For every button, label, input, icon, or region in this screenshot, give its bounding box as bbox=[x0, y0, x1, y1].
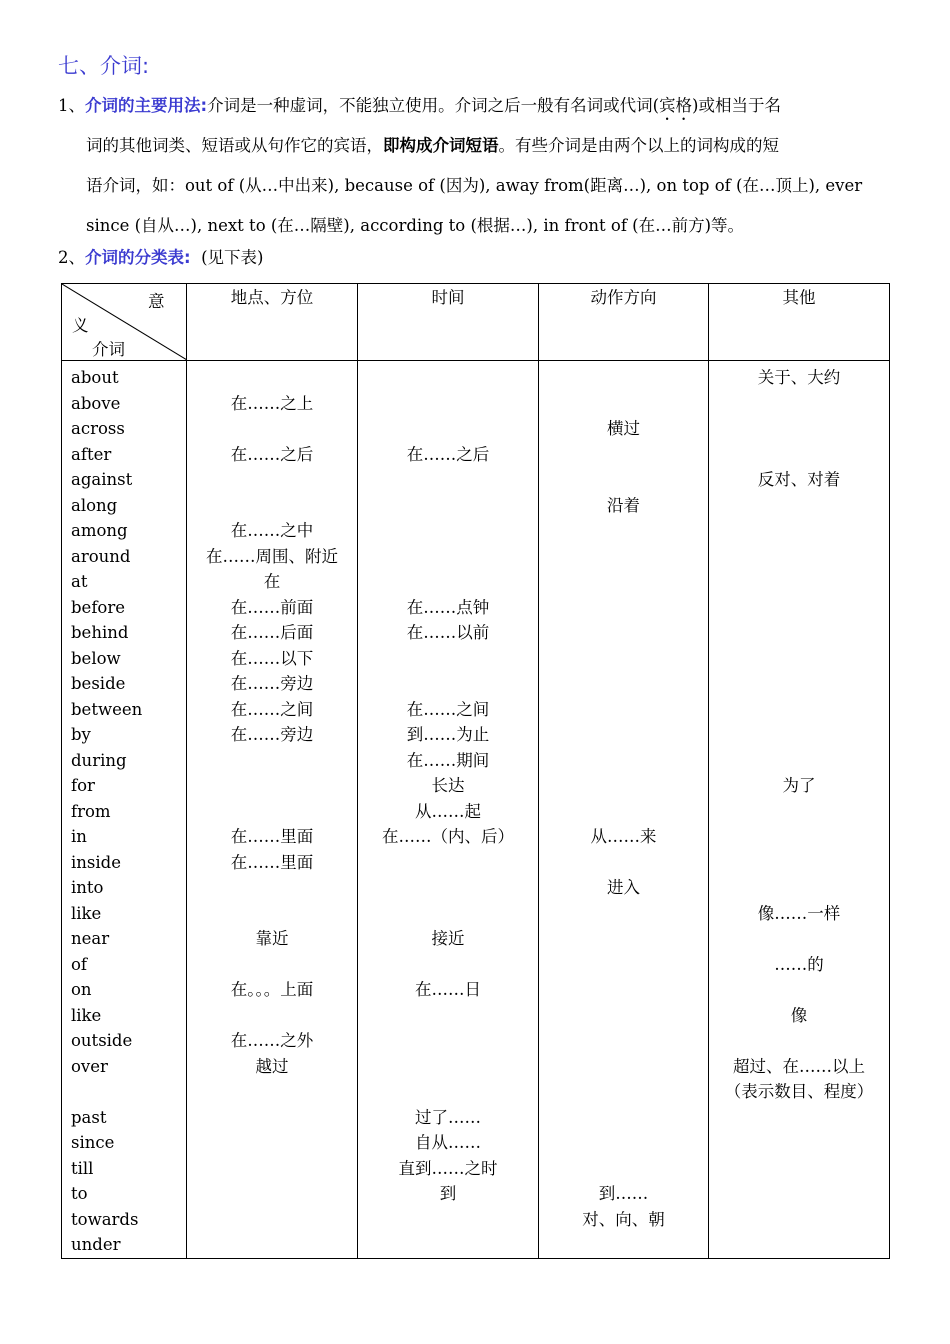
time-cell: 在……之间 bbox=[406, 699, 490, 719]
time-cell bbox=[358, 671, 538, 697]
prepositions-cell: before bbox=[71, 597, 126, 617]
section-1-number: 1、 bbox=[58, 96, 85, 115]
place-column bbox=[187, 361, 358, 1259]
place-cell: 在……后面 bbox=[230, 623, 314, 642]
place-cell bbox=[187, 467, 357, 493]
time-cell bbox=[358, 1207, 538, 1233]
paragraph-line-1 bbox=[58, 86, 898, 126]
prepositions-cell: by bbox=[71, 725, 91, 744]
prepositions-cell: over bbox=[71, 1056, 108, 1076]
place-cell: 在……周围、附近 bbox=[206, 546, 338, 566]
direction-cell bbox=[539, 952, 708, 978]
time-cell: 在……（内、后） bbox=[382, 827, 514, 846]
time-cell bbox=[358, 1054, 538, 1080]
place-cell: 在……之后 bbox=[230, 444, 314, 464]
direction-cell bbox=[539, 697, 708, 723]
direction-cell bbox=[539, 926, 708, 952]
time-cell bbox=[358, 850, 538, 876]
prepositions-cell: after bbox=[71, 444, 112, 464]
time-cell: 在……之后 bbox=[406, 444, 490, 464]
prepositions-cell: during bbox=[71, 750, 127, 770]
other-cell bbox=[709, 748, 889, 774]
place-cell bbox=[187, 799, 357, 825]
prepositions-cell: from bbox=[71, 801, 111, 821]
other-cell: 像 bbox=[790, 1005, 808, 1025]
header-direction: 动作方向 bbox=[539, 284, 709, 361]
place-cell: 在。。。上面 bbox=[230, 980, 314, 999]
direction-cell: 横过 bbox=[607, 419, 640, 438]
other-cell: 为了 bbox=[782, 776, 816, 795]
direction-cell bbox=[539, 518, 708, 544]
prepositions-cell: along bbox=[71, 495, 118, 515]
line2-text-b: 。有些介词是由两个以上的词构成的短 bbox=[498, 136, 779, 155]
other-cell bbox=[709, 620, 889, 646]
time-cell: 在……点钟 bbox=[406, 597, 490, 617]
direction-cell bbox=[539, 977, 708, 1003]
prepositions-cell: in bbox=[71, 827, 87, 846]
direction-cell bbox=[539, 569, 708, 595]
time-cell: 在……日 bbox=[415, 980, 481, 999]
other-cell: ……的 bbox=[774, 954, 824, 974]
other-cell bbox=[709, 697, 889, 723]
prepositions-cell: like bbox=[71, 1005, 102, 1025]
emphasis-text: 宾格 bbox=[659, 96, 693, 115]
usage-paragraph bbox=[58, 86, 898, 246]
prepositions-cell: into bbox=[71, 878, 104, 897]
time-cell: 到……为止 bbox=[406, 725, 490, 744]
time-cell: 接近 bbox=[431, 929, 465, 948]
other-column bbox=[709, 361, 890, 1259]
time-cell bbox=[358, 1028, 538, 1054]
direction-cell: 到…… bbox=[598, 1184, 649, 1203]
other-cell bbox=[709, 518, 889, 544]
prepositions-cell: outside bbox=[71, 1031, 133, 1050]
prepositions-cell: like bbox=[71, 903, 102, 923]
other-cell: 关于、大约 bbox=[757, 368, 841, 387]
preposition-table bbox=[61, 283, 890, 1259]
place-cell bbox=[187, 493, 357, 519]
prepositions-cell: since bbox=[71, 1133, 115, 1152]
place-cell bbox=[187, 365, 357, 391]
header-time: 时间 bbox=[358, 284, 539, 361]
other-cell bbox=[709, 595, 889, 621]
prepositions-cell: against bbox=[71, 470, 133, 489]
direction-cell bbox=[539, 722, 708, 748]
place-cell: 在……之上 bbox=[230, 393, 314, 413]
place-cell bbox=[187, 1156, 357, 1182]
corner-label-bottom: 介词 bbox=[92, 340, 125, 359]
time-cell bbox=[358, 518, 538, 544]
prepositions-cell: among bbox=[71, 521, 128, 540]
prepositions-cell: past bbox=[71, 1107, 107, 1127]
other-cell bbox=[709, 646, 889, 672]
prepositions-cell: under bbox=[71, 1235, 121, 1254]
time-cell bbox=[358, 365, 538, 391]
place-cell: 在……里面 bbox=[230, 827, 314, 846]
time-cell bbox=[358, 493, 538, 519]
other-cell bbox=[709, 722, 889, 748]
place-cell bbox=[187, 748, 357, 774]
place-cell: 在……前面 bbox=[230, 597, 314, 617]
other-cell bbox=[709, 1156, 889, 1182]
direction-cell bbox=[539, 671, 708, 697]
direction-cell bbox=[539, 646, 708, 672]
direction-cell bbox=[539, 595, 708, 621]
time-cell bbox=[358, 646, 538, 672]
place-cell bbox=[187, 1207, 357, 1233]
other-cell: 超过、在……以上 bbox=[733, 1056, 865, 1076]
table-body-row bbox=[62, 361, 890, 1259]
place-cell: 在……以下 bbox=[230, 648, 314, 668]
other-cell bbox=[709, 1028, 889, 1054]
place-cell bbox=[187, 1003, 357, 1029]
direction-cell bbox=[539, 467, 708, 493]
direction-cell bbox=[539, 1130, 708, 1156]
place-cell: 在……旁边 bbox=[230, 725, 314, 744]
other-cell bbox=[709, 544, 889, 570]
line1-text-a: 介词是一种虚词，不能独立使用。介词之后一般有名词或代词( bbox=[207, 96, 660, 115]
prepositions-cell bbox=[62, 1079, 186, 1105]
other-cell bbox=[709, 875, 889, 901]
direction-column bbox=[539, 361, 709, 1259]
other-cell bbox=[709, 799, 889, 825]
other-cell bbox=[709, 926, 889, 952]
time-cell bbox=[358, 875, 538, 901]
section-2-number: 2、 bbox=[58, 248, 85, 267]
prepositions-cell: at bbox=[71, 572, 88, 591]
time-cell: 在……期间 bbox=[406, 750, 490, 770]
paragraph-line-4: since (自从…), next to (在…隔壁), according to (根据…), in front of (在…前方)等。 bbox=[86, 216, 745, 235]
corner-label-top: 意 bbox=[148, 292, 165, 311]
direction-cell bbox=[539, 773, 708, 799]
direction-cell bbox=[539, 1003, 708, 1029]
direction-cell bbox=[539, 1054, 708, 1080]
other-cell bbox=[709, 850, 889, 876]
other-cell: 反对、对着 bbox=[757, 470, 841, 489]
prepositions-cell: near bbox=[71, 929, 110, 948]
prepositions-cell: above bbox=[71, 393, 121, 413]
direction-cell bbox=[539, 799, 708, 825]
direction-cell bbox=[539, 1156, 708, 1182]
prepositions-cell: on bbox=[71, 980, 92, 999]
direction-cell bbox=[539, 1105, 708, 1131]
corner-label-mid: 义 bbox=[72, 316, 89, 335]
line2-text-a: 词的其他词类、短语或从句作它的宾语， bbox=[86, 136, 383, 155]
place-cell: 在 bbox=[263, 572, 281, 591]
section-1-keyword: 介词的主要用法: bbox=[85, 96, 208, 115]
time-cell bbox=[358, 544, 538, 570]
other-cell bbox=[709, 1130, 889, 1156]
place-cell: 在……里面 bbox=[230, 852, 314, 872]
other-cell bbox=[709, 442, 889, 468]
time-column bbox=[358, 361, 539, 1259]
line1-text-b: )或相当于名 bbox=[692, 96, 781, 115]
direction-cell bbox=[539, 1079, 708, 1105]
other-cell bbox=[709, 1181, 889, 1207]
place-cell: 越过 bbox=[255, 1056, 289, 1076]
direction-cell bbox=[539, 1028, 708, 1054]
place-cell bbox=[187, 952, 357, 978]
direction-cell bbox=[539, 748, 708, 774]
header-place: 地点、方位 bbox=[187, 284, 358, 361]
direction-cell bbox=[539, 620, 708, 646]
time-cell bbox=[358, 1232, 538, 1258]
direction-cell bbox=[539, 365, 708, 391]
time-cell: 到 bbox=[439, 1184, 457, 1203]
direction-cell bbox=[539, 850, 708, 876]
place-cell: 在……旁边 bbox=[230, 674, 314, 693]
prepositions-cell: about bbox=[71, 368, 119, 387]
other-cell bbox=[709, 569, 889, 595]
time-cell: 自从…… bbox=[415, 1133, 481, 1152]
time-cell bbox=[358, 1079, 538, 1105]
time-cell: 过了…… bbox=[415, 1107, 481, 1127]
time-cell: 在……以前 bbox=[406, 623, 490, 642]
preposition-column bbox=[62, 361, 187, 1259]
prepositions-cell: around bbox=[71, 546, 131, 566]
time-cell: 直到……之时 bbox=[398, 1158, 498, 1178]
time-cell bbox=[358, 416, 538, 442]
place-cell: 在……之外 bbox=[230, 1031, 314, 1050]
place-cell bbox=[187, 901, 357, 927]
place-cell bbox=[187, 1079, 357, 1105]
other-cell: （表示数目、程度） bbox=[724, 1082, 874, 1101]
prepositions-cell: towards bbox=[71, 1209, 139, 1229]
section-2-keyword: 介词的分类表: bbox=[85, 248, 191, 267]
bold-phrase: 即构成介词短语 bbox=[383, 136, 499, 155]
direction-cell: 对、向、朝 bbox=[582, 1209, 665, 1229]
paragraph-line-3: 语介词，如：out of (从…中出来), because of (因为), away from(距离…), on top of (在…顶上), ever bbox=[86, 176, 863, 195]
direction-cell: 从……来 bbox=[590, 827, 657, 846]
direction-cell bbox=[539, 901, 708, 927]
time-cell: 从……起 bbox=[415, 801, 481, 821]
other-cell bbox=[709, 1232, 889, 1258]
direction-cell bbox=[539, 442, 708, 468]
place-cell: 在……之中 bbox=[230, 521, 314, 540]
other-cell bbox=[709, 671, 889, 697]
prepositions-cell: beside bbox=[71, 674, 126, 693]
section-2-note: (见下表) bbox=[201, 248, 264, 267]
direction-cell bbox=[539, 1232, 708, 1258]
other-cell bbox=[709, 1207, 889, 1233]
paragraph-line-2 bbox=[58, 126, 898, 166]
place-cell bbox=[187, 875, 357, 901]
time-cell bbox=[358, 952, 538, 978]
other-cell bbox=[709, 416, 889, 442]
prepositions-cell: across bbox=[71, 419, 125, 438]
prepositions-cell: till bbox=[71, 1158, 94, 1178]
place-cell bbox=[187, 1181, 357, 1207]
prepositions-cell: for bbox=[71, 776, 95, 795]
other-cell: 像……一样 bbox=[757, 903, 841, 923]
prepositions-cell: behind bbox=[71, 623, 129, 642]
header-other: 其他 bbox=[709, 284, 890, 361]
place-cell: 靠近 bbox=[255, 929, 289, 948]
place-cell bbox=[187, 1105, 357, 1131]
time-cell bbox=[358, 467, 538, 493]
time-cell bbox=[358, 391, 538, 417]
prepositions-cell: between bbox=[71, 699, 143, 719]
other-cell bbox=[709, 493, 889, 519]
place-cell: 在……之间 bbox=[230, 699, 314, 719]
direction-cell: 进入 bbox=[607, 878, 640, 897]
direction-cell: 沿着 bbox=[607, 495, 640, 515]
time-cell: 长达 bbox=[431, 776, 465, 795]
other-cell bbox=[709, 824, 889, 850]
prepositions-cell: to bbox=[71, 1184, 88, 1203]
place-cell bbox=[187, 1232, 357, 1258]
place-cell bbox=[187, 1130, 357, 1156]
diagonal-header-cell bbox=[62, 284, 187, 361]
direction-cell bbox=[539, 391, 708, 417]
prepositions-cell: inside bbox=[71, 852, 121, 872]
place-cell bbox=[187, 773, 357, 799]
direction-cell bbox=[539, 544, 708, 570]
section-2-heading bbox=[58, 244, 263, 268]
other-cell bbox=[709, 391, 889, 417]
place-cell bbox=[187, 416, 357, 442]
prepositions-cell: of bbox=[71, 954, 88, 974]
other-cell bbox=[709, 977, 889, 1003]
time-cell bbox=[358, 901, 538, 927]
time-cell bbox=[358, 569, 538, 595]
table-header-row bbox=[62, 284, 890, 361]
time-cell bbox=[358, 1003, 538, 1029]
other-cell bbox=[709, 1105, 889, 1131]
prepositions-cell: below bbox=[71, 648, 121, 668]
section-heading: 七、介词: bbox=[58, 54, 150, 78]
